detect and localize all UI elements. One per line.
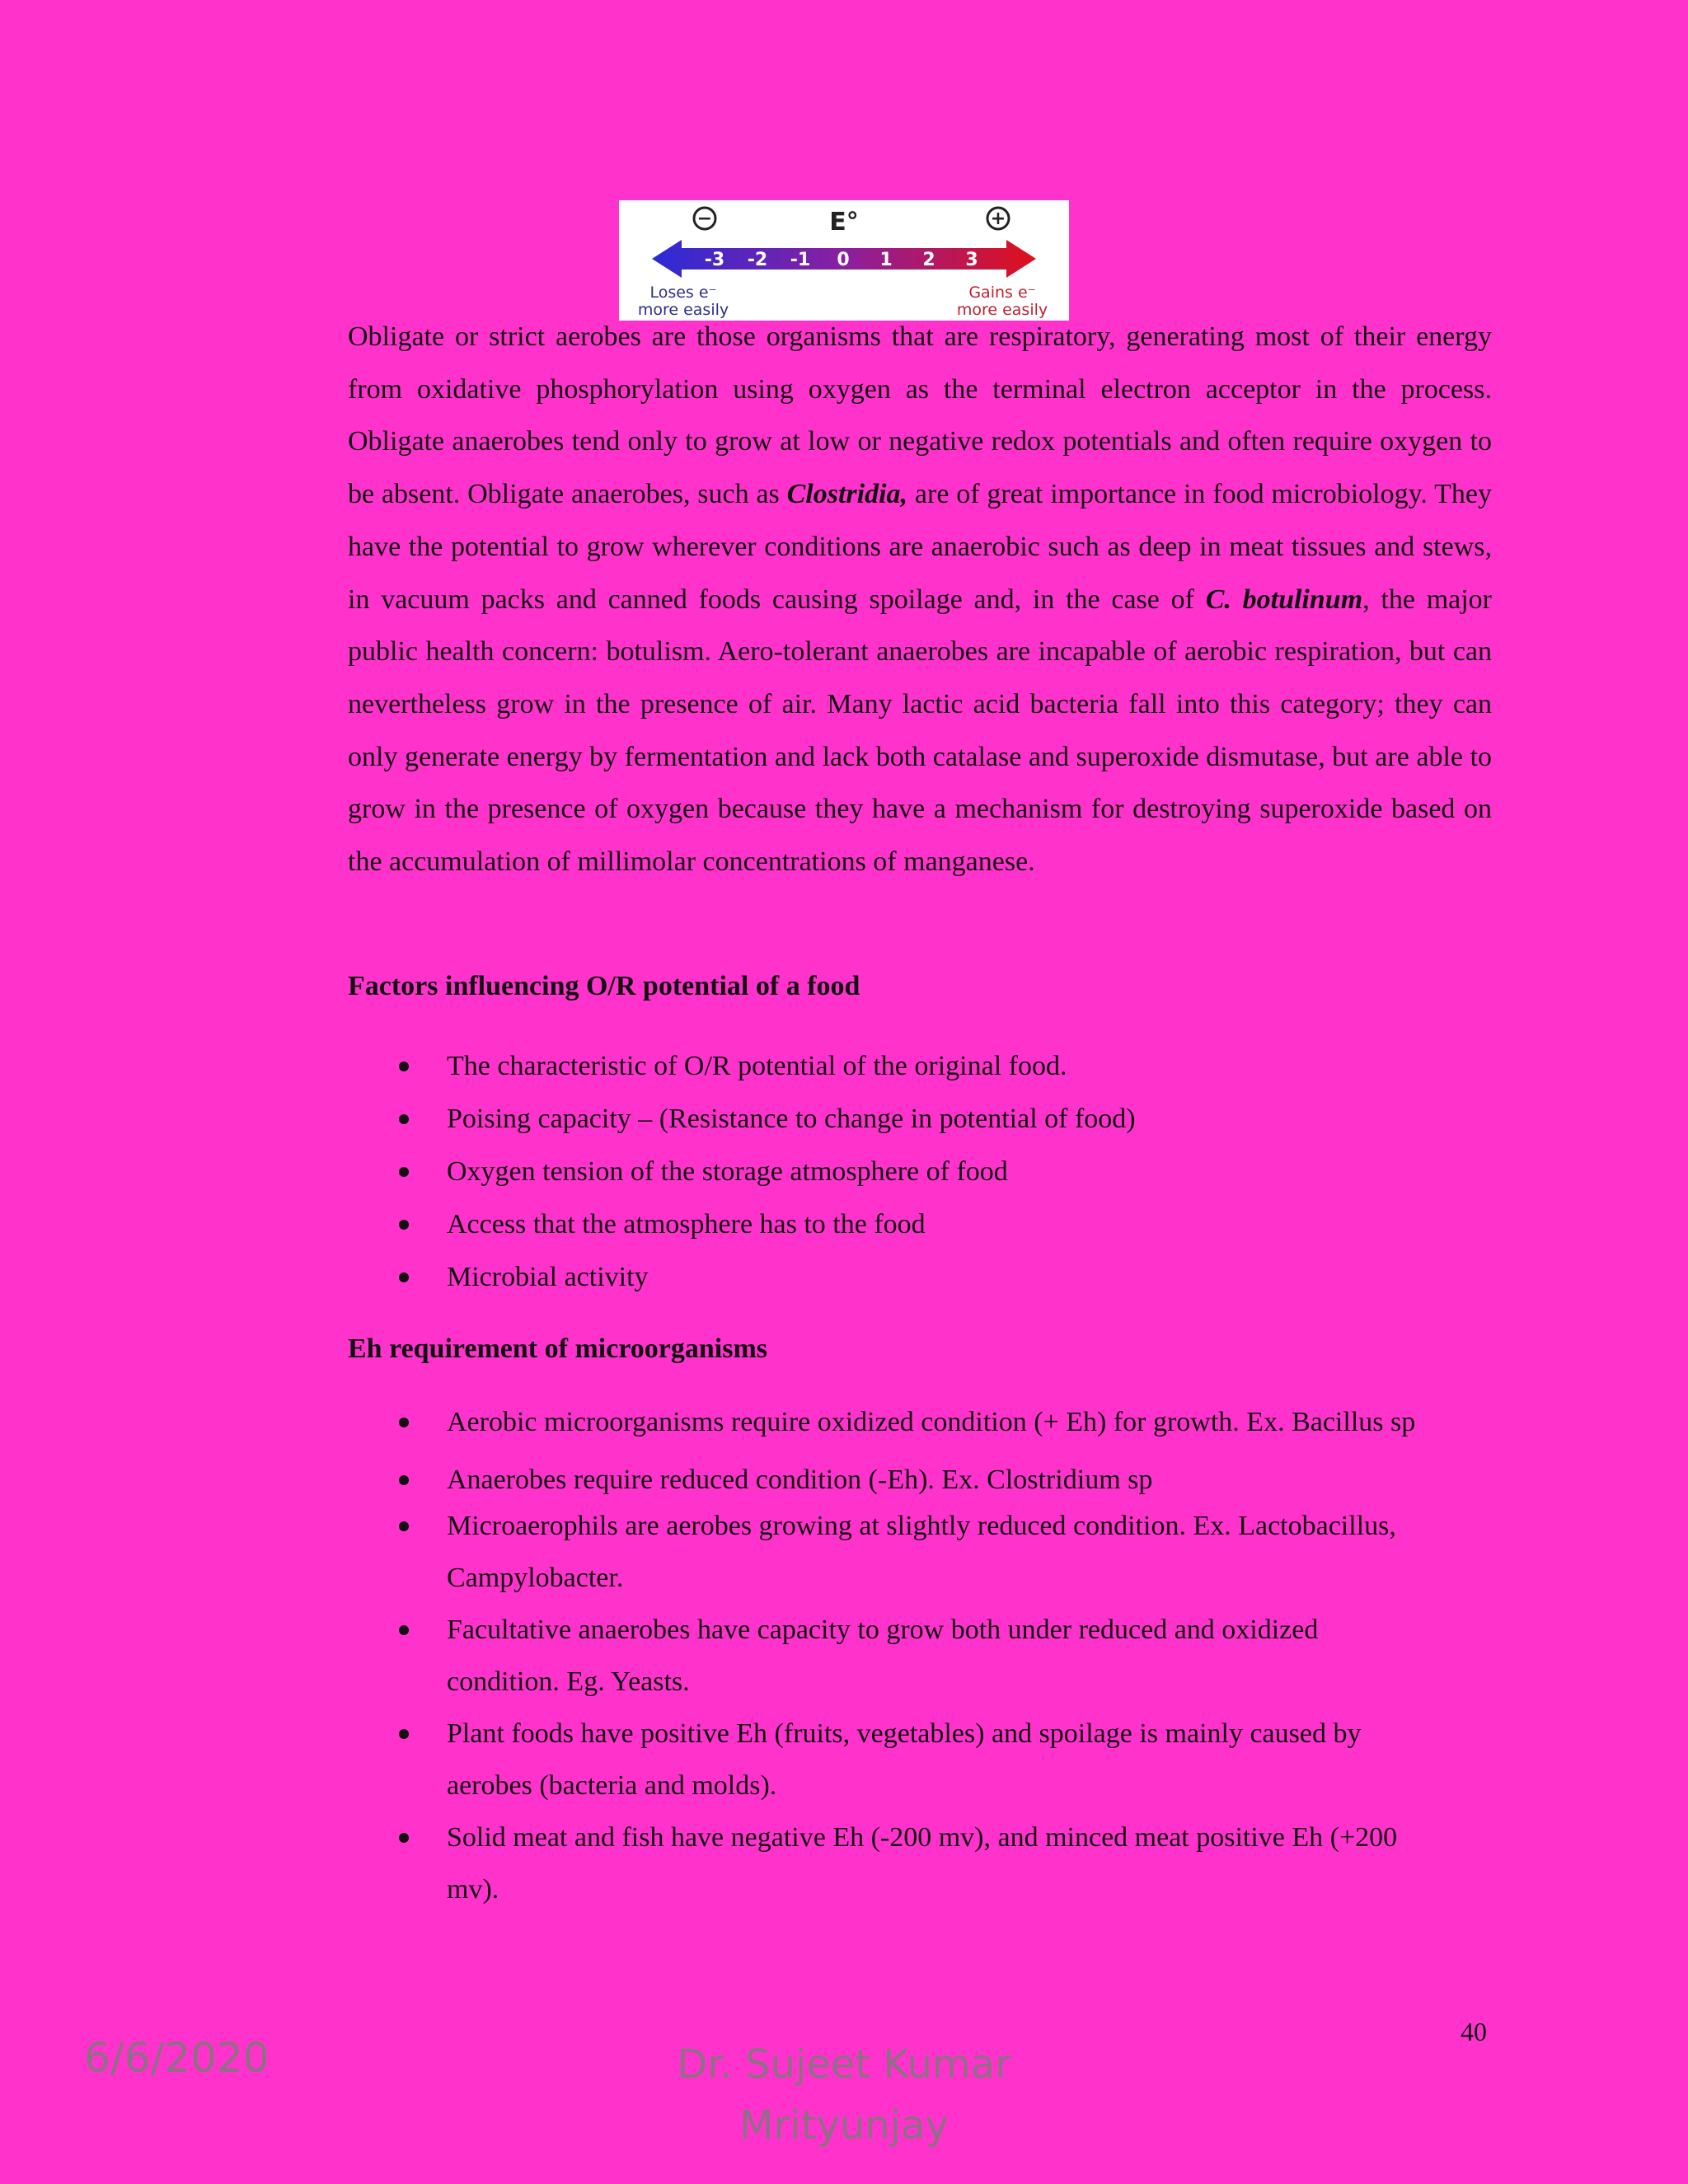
scale-tick-label: 0 <box>837 250 850 270</box>
scale-tick-label: -1 <box>790 250 811 270</box>
plus-symbol: + <box>990 209 1006 229</box>
list-item: Aerobic microorganisms require oxidized condition (+ Eh) for growth. Ex. Bacillus sp <box>348 1396 1492 1448</box>
bullet-icon <box>399 1114 409 1124</box>
left-caption-line1: Loses e⁻ <box>649 284 717 302</box>
bullet-icon <box>399 1418 409 1427</box>
bullet-icon <box>399 1062 409 1071</box>
page-number: 40 <box>1461 2017 1487 2046</box>
list-item: Anaerobes require reduced condition (-Eh). Ex. Clostridium sp <box>348 1454 1492 1506</box>
scale-tick-label: 2 <box>922 250 935 270</box>
scale-tick-label: -3 <box>704 250 725 270</box>
list-item: Solid meat and fish have negative Eh (-200 mv), and minced meat positive Eh (+200 mv). <box>348 1811 1428 1915</box>
list-item: Plant foods have positive Eh (fruits, vegetables) and spoilage is mainly caused by aerobes (bacteria and molds). <box>348 1708 1428 1811</box>
paragraph-text-3: , the major public health concern: botulism. Aero-tolerant anaerobes are incapable of aerobic respiration, but can nevertheless grow in the presence of air. Many lactic acid bacteria fall into this category; they can only generate energy by fermentation and lack both catalase and superoxide dismutase, but are able to grow in the presence of oxygen because they have a mechanism for destroying superoxide based on the accumulation of millimolar concentrations of manganese. <box>348 583 1492 878</box>
figure-title: E° <box>829 208 859 237</box>
list-item: The characteristic of O/R potential of the original food. <box>348 1040 1492 1092</box>
redox-scale-figure <box>619 200 1069 321</box>
minus-symbol: − <box>696 209 713 229</box>
clostridia-emphasis: Clostridia, <box>786 479 908 510</box>
bullet-icon <box>399 1220 409 1230</box>
right-caption-line2: more easily <box>956 301 1048 319</box>
list-item: Microaerophils are aerobes growing at slightly reduced condition. Ex. Lactobacillus, Campylobacter. <box>348 1500 1428 1604</box>
body-paragraph <box>348 311 1492 888</box>
list-item: Facultative anaerobes have capacity to grow both under reduced and oxidized condition. Eg. Yeasts. <box>348 1604 1428 1708</box>
bullet-icon <box>399 1625 409 1635</box>
section-heading-factors: Factors influencing O/R potential of a food <box>348 971 860 1001</box>
list-item: Microbial activity <box>348 1251 1492 1303</box>
bullet-icon <box>399 1521 409 1531</box>
bullet-icon <box>399 1833 409 1843</box>
right-caption-line1: Gains e⁻ <box>968 284 1036 302</box>
scale-tick-label: 1 <box>879 250 893 270</box>
bullet-icon <box>399 1167 409 1177</box>
list-item: Access that the atmosphere has to the food <box>348 1198 1492 1250</box>
scale-tick-label: -2 <box>747 250 768 270</box>
footer-author: Dr. Sujeet Kumar Mrityunjay <box>677 2041 1011 2149</box>
paragraph-text-2: are of great importance in food microbiology. They have the potential to grow wherever conditions are anaerobic such as deep in meat tissues and stews, in vacuum packs and canned foods causing spoilage and, in the case of <box>348 479 1492 615</box>
bullet-icon <box>399 1729 409 1739</box>
botulinum-emphasis: C. botulinum <box>1205 583 1363 615</box>
footer-date: 6/6/2020 <box>84 2034 270 2082</box>
list-item: Oxygen tension of the storage atmosphere of food <box>348 1146 1492 1197</box>
list-item: Poising capacity – (Resistance to change in potential of food) <box>348 1093 1492 1145</box>
scale-tick-label: 3 <box>965 250 978 270</box>
bullet-icon <box>399 1272 409 1282</box>
bullet-icon <box>399 1475 409 1485</box>
paragraph-text-1: Obligate or strict aerobes are those organisms that are respiratory, generating most of their energy from oxidative phosphorylation using oxygen as the terminal electron acceptor in the process. Obligate anaerobes tend only to grow at low or negative redox potentials and often require oxygen to be absent. Obligate anaerobes, such as <box>348 321 1492 510</box>
left-caption-line2: more easily <box>637 301 729 319</box>
section-heading-eh-requirement: Eh requirement of microorganisms <box>348 1333 768 1364</box>
